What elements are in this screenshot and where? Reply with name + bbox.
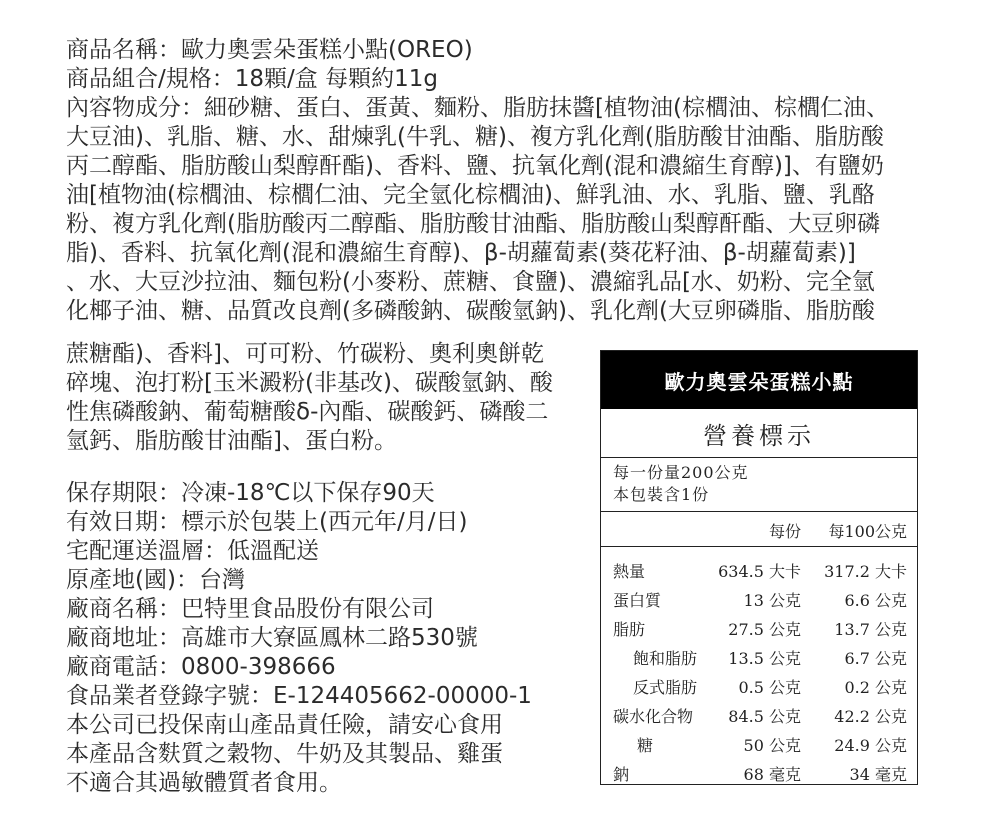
- nutrition-row: [601, 642, 917, 671]
- nutrition-column-header: [601, 512, 917, 547]
- ingredients-line: 脂)、香料、抗氧化劑(混和濃縮生育醇)、β-胡蘿蔔素(葵花籽油、β-胡蘿蔔素)]: [66, 240, 856, 266]
- origin: 原產地(國)：台灣: [66, 567, 245, 593]
- expiry-date: 有效日期：標示於包裝上(西元年/月/日): [66, 509, 468, 535]
- manufacturer-address: 廠商地址：高雄市大寮區鳳林二路530號: [66, 625, 478, 651]
- ingredients-line: 油[植物油(棕櫚油、棕櫚仁油、完全氫化棕櫚油)、鮮乳油、水、乳脂、鹽、乳酪: [66, 182, 875, 208]
- serving-size: 每一份量200公克: [613, 463, 749, 482]
- per-100g-value: 317.2 大卡: [824, 562, 907, 581]
- nutrition-row: [601, 671, 917, 700]
- product-spec: 商品組合/規格：18顆/盒 每顆約11g: [66, 66, 438, 92]
- nutrient-label: 脂肪: [613, 620, 646, 639]
- per-100g-value: 6.7 公克: [844, 649, 907, 668]
- nutrition-row: [601, 584, 917, 613]
- per-100g-value: 24.9 公克: [834, 736, 907, 755]
- ingredients-line: 丙二醇酯、脂肪酸山梨醇酐酯)、香料、鹽、抗氧化劑(混和濃縮生育醇)]、有鹽奶: [66, 153, 884, 179]
- serving-info: [601, 458, 917, 512]
- per-serving-value: 13.5 公克: [728, 649, 801, 668]
- manufacturer-name: 廠商名稱：巴特里食品股份有限公司: [66, 596, 434, 622]
- nutrient-label: 糖: [637, 736, 654, 755]
- nutrition-row: [601, 613, 917, 642]
- shelf-life: 保存期限：冷凍-18℃以下保存90天: [66, 480, 435, 506]
- ingredients-line: 氫鈣、脂肪酸甘油酯]、蛋白粉。: [66, 428, 397, 454]
- nutrient-label: 鈉: [613, 765, 630, 784]
- per-serving-value: 27.5 公克: [728, 620, 801, 639]
- ingredients-continued: [66, 340, 596, 456]
- manufacturer-phone: 廠商電話：0800-398666: [66, 654, 336, 680]
- delivery-temperature: 宅配運送溫層：低溫配送: [66, 538, 319, 564]
- allergen-note-2: 不適合其過敏體質者食用。: [66, 770, 342, 796]
- nutrition-subtitle: 營養標示: [601, 409, 917, 458]
- ingredients-line: 化椰子油、糖、品質改良劑(多磷酸鈉、碳酸氫鈉)、乳化劑(大豆卵磷脂、脂肪酸: [66, 298, 875, 324]
- per-serving-value: 50 公克: [743, 736, 801, 755]
- product-details: [66, 479, 596, 798]
- per-100g-value: 6.6 公克: [844, 591, 907, 610]
- col-per-100g: 每100公克: [828, 522, 907, 541]
- product-name: 商品名稱：歐力奧雲朵蛋糕小點(OREO): [66, 37, 473, 63]
- nutrient-label: 碳水化合物: [613, 707, 694, 726]
- nutrition-row: [601, 700, 917, 729]
- nutrient-label: 蛋白質: [613, 591, 662, 610]
- per-serving-value: 68 毫克: [743, 765, 801, 784]
- ingredients-line: 性焦磷酸鈉、葡萄糖酸δ-內酯、碳酸鈣、磷酸二: [66, 399, 549, 425]
- per-serving-value: 0.5 公克: [738, 678, 801, 697]
- ingredients-line: 粉、複方乳化劑(脂肪酸丙二醇酯、脂肪酸甘油酯、脂肪酸山梨醇酐酯、大豆卵磷: [66, 211, 880, 237]
- per-100g-value: 0.2 公克: [844, 678, 907, 697]
- per-100g-value: 34 毫克: [849, 765, 907, 784]
- ingredients-line: 大豆油)、乳脂、糖、水、甜煉乳(牛乳、糖)、複方乳化劑(脂肪酸甘油酯、脂肪酸: [66, 124, 884, 150]
- servings-per-pack: 本包裝含1份: [613, 485, 710, 504]
- per-100g-value: 42.2 公克: [834, 707, 907, 726]
- nutrient-label: 飽和脂肪: [633, 649, 698, 668]
- col-per-serving: 每份: [768, 522, 801, 541]
- nutrient-label: 熱量: [613, 562, 646, 581]
- per-serving-value: 13 公克: [743, 591, 801, 610]
- allergen-note: 本產品含麩質之穀物、牛奶及其製品、雞蛋: [66, 741, 503, 767]
- insurance-note: 本公司已投保南山產品責任險，請安心食用: [66, 712, 503, 738]
- per-100g-value: 13.7 公克: [834, 620, 907, 639]
- nutrition-rows: [601, 547, 917, 787]
- product-info-top: [66, 36, 946, 326]
- ingredients-line: 蔗糖酯)、香料]、可可粉、竹碳粉、奧利奧餅乾: [66, 341, 544, 367]
- nutrition-row: [601, 758, 917, 787]
- nutrition-row: [601, 729, 917, 758]
- ingredients-line: 碎塊、泡打粉[玉米澱粉(非基改)、碳酸氫鈉、酸: [66, 370, 553, 396]
- ingredients-line: 、水、大豆沙拉油、麵包粉(小麥粉、蔗糖、食鹽)、濃縮乳品[水、奶粉、完全氫: [66, 269, 875, 295]
- registration-number: 食品業者登錄字號：E-124405662-00000-1: [66, 683, 532, 709]
- nutrient-label: 反式脂肪: [633, 678, 698, 697]
- nutrition-facts-table: [600, 350, 918, 785]
- nutrition-row: [601, 555, 917, 584]
- ingredients-line: 內容物成分：細砂糖、蛋白、蛋黃、麵粉、脂肪抹醬[植物油(棕櫚油、棕櫚仁油、: [66, 95, 889, 121]
- nutrition-title: 歐力奧雲朵蛋糕小點: [601, 351, 917, 409]
- per-serving-value: 84.5 公克: [728, 707, 801, 726]
- per-serving-value: 634.5 大卡: [718, 562, 801, 581]
